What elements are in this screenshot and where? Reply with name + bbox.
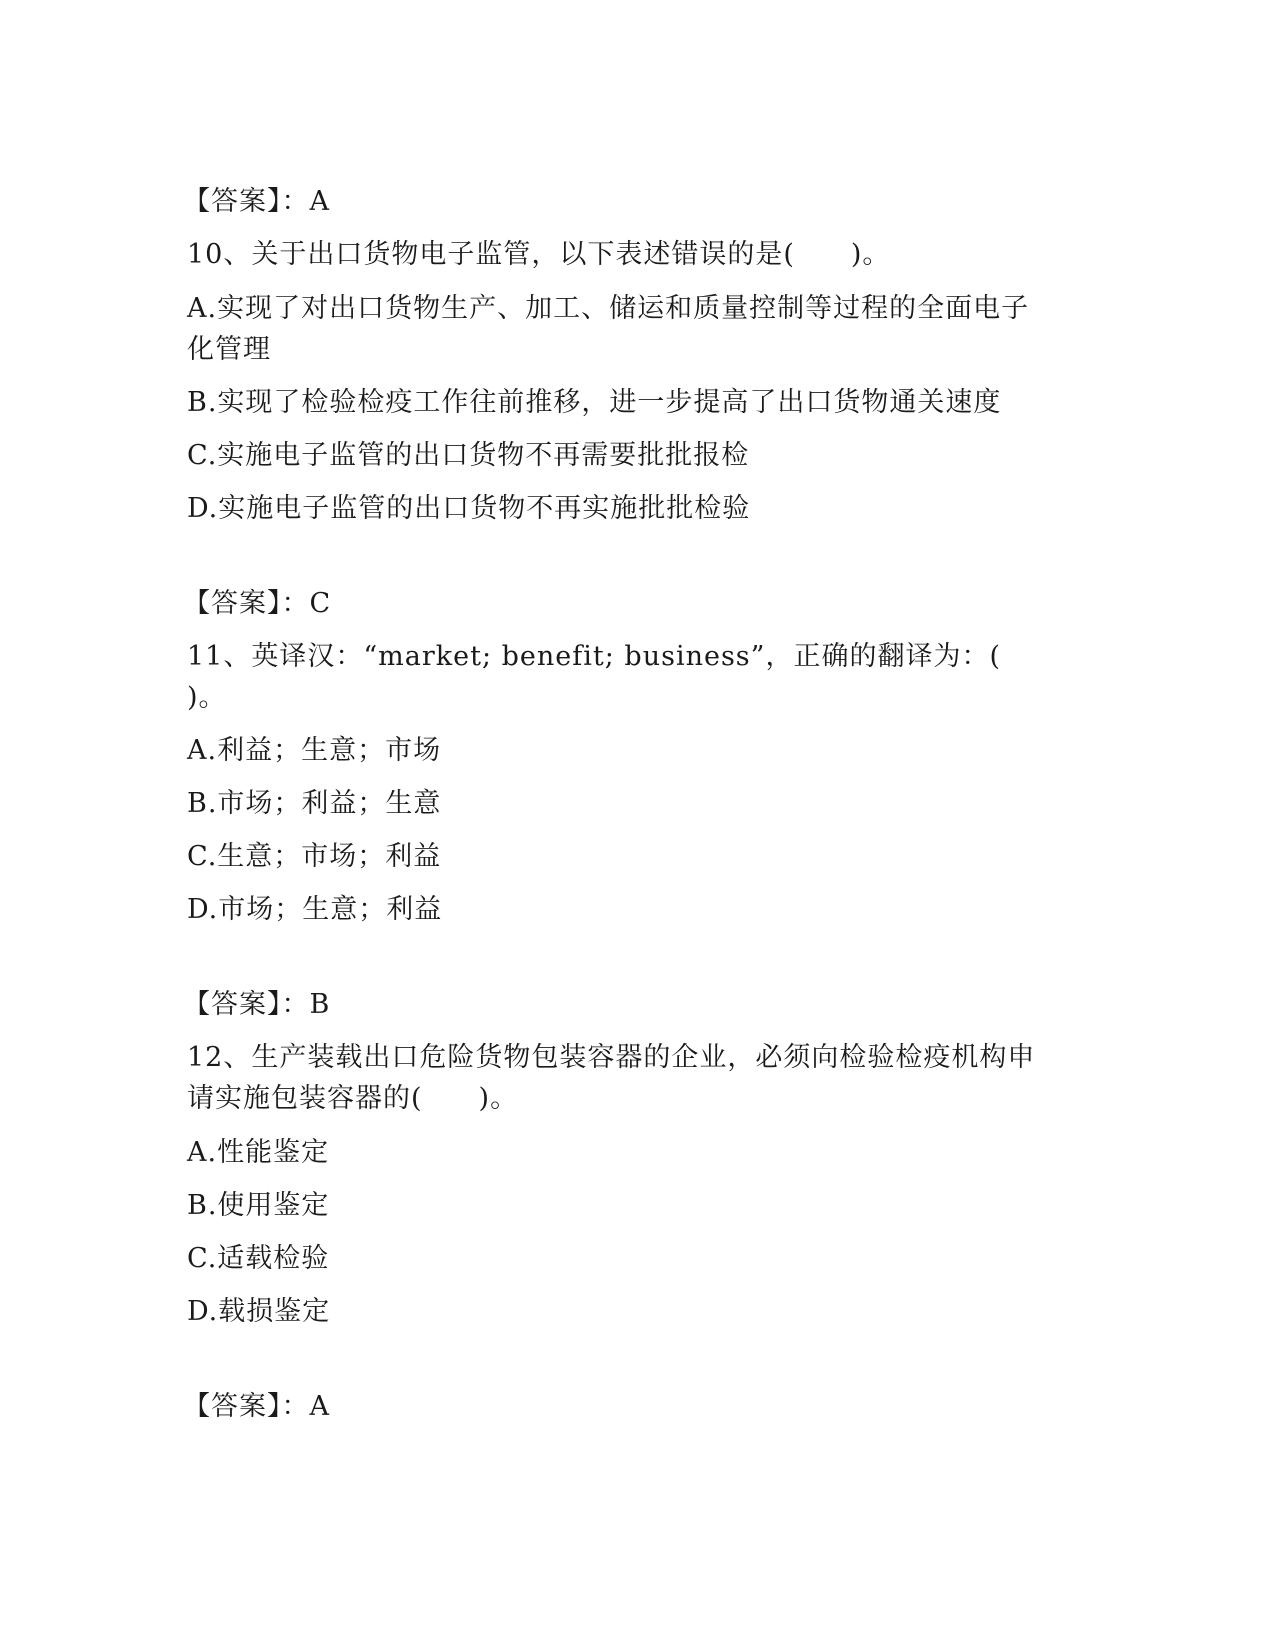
answer-value: B — [309, 989, 331, 1020]
question-11-text-cont: )。 — [187, 682, 227, 713]
question-11-option-a: A.利益；生意；市场 — [187, 735, 442, 766]
question-10-text: 10、关于出口货物电子监管，以下表述错误的是( )。 — [187, 239, 891, 270]
answer-separator: ： — [281, 989, 310, 1020]
answer-line-11 — [183, 983, 330, 1027]
answer-line-10 — [183, 582, 331, 626]
answer-value: A — [309, 1391, 330, 1422]
answer-label: 【答案】 — [183, 989, 282, 1020]
answer-value: A — [309, 186, 330, 217]
question-12-option-a: A.性能鉴定 — [187, 1137, 330, 1168]
question-10-option-d: D.实施电子监管的出口货物不再实施批批检验 — [187, 493, 751, 524]
question-10-option-a-cont: 化管理 — [187, 334, 271, 365]
answer-separator: ： — [281, 1391, 310, 1422]
question-11-option-d: D.市场；生意；利益 — [187, 894, 443, 925]
question-11-text: 11、英译汉：“market; benefit; business”，正确的翻译为：( — [187, 641, 1002, 672]
question-12-option-d: D.载损鉴定 — [187, 1296, 331, 1327]
question-11-option-b: B.市场；利益；生意 — [187, 788, 442, 819]
question-12-option-b: B.使用鉴定 — [187, 1190, 330, 1221]
answer-line-9 — [183, 180, 330, 224]
answer-label: 【答案】 — [183, 186, 282, 217]
question-12-text-cont: 请实施包装容器的( )。 — [187, 1083, 519, 1114]
answer-value: C — [309, 588, 332, 619]
question-12-text: 12、生产装载出口危险货物包装容器的企业，必须向检验检疫机构申 — [187, 1042, 1036, 1073]
question-10-option-a: A.实现了对出口货物生产、加工、储运和质量控制等过程的全面电子 — [187, 293, 1030, 324]
question-11-option-c: C.生意；市场；利益 — [187, 841, 442, 872]
answer-label: 【答案】 — [183, 1391, 282, 1422]
answer-separator: ： — [281, 588, 310, 619]
question-12-option-c: C.适载检验 — [187, 1243, 330, 1274]
question-10-option-b: B.实现了检验检疫工作往前推移，进一步提高了出口货物通关速度 — [187, 387, 1002, 418]
question-10-option-c: C.实施电子监管的出口货物不再需要批批报检 — [187, 440, 750, 471]
answer-separator: ： — [281, 186, 310, 217]
answer-label: 【答案】 — [183, 588, 282, 619]
answer-line-12 — [183, 1385, 330, 1429]
